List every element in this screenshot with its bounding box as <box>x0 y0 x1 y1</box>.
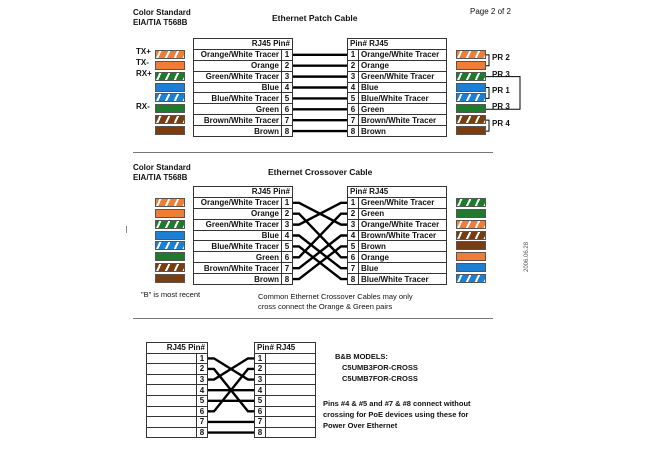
crossover-title: Ethernet Crossover Cable <box>268 167 373 177</box>
table-row: 8 <box>147 427 208 438</box>
table-row: 1 <box>147 353 208 364</box>
bracket-pr4 <box>486 120 489 131</box>
table-row: Blue/White Tracer 5 <box>194 241 293 252</box>
table-row: 1 <box>255 353 316 364</box>
table-row: Blue 4 <box>194 230 293 241</box>
poe-wires <box>208 358 254 432</box>
table-row: Brown/White Tracer 7 <box>194 263 293 274</box>
bracket-pr2 <box>486 55 489 66</box>
crossover-eia-label: EIA/TIA T568B <box>133 173 188 182</box>
table-row: 6 <box>147 406 208 417</box>
table-row: 4 Brown/White Tracer <box>348 230 447 241</box>
signal-rx-plus: RX+ <box>136 69 152 78</box>
table-row: Green 6 <box>194 252 293 263</box>
poe-left-header: RJ45 Pin# <box>147 343 208 354</box>
table-row: 7 Brown/White Tracer <box>348 115 447 126</box>
pair-label-pr3-top: PR 3 <box>492 70 510 79</box>
table-row: Orange/White Tracer 1 <box>194 49 293 60</box>
bracket-pr3 <box>486 77 520 110</box>
model-2: C5UMB7FOR-CROSS <box>342 374 418 383</box>
table-row: Brown/White Tracer 7 <box>194 115 293 126</box>
table-row: 2 <box>255 364 316 375</box>
table-row: 7 Blue <box>348 263 447 274</box>
bracket-pr1 <box>486 88 489 99</box>
table-row: 7 <box>255 417 316 428</box>
table-row: 8 <box>255 427 316 438</box>
crossover-wires <box>293 203 347 279</box>
table-row: 4 <box>255 385 316 396</box>
table-row: Orange 2 <box>194 60 293 71</box>
table-row: 1 Green/White Tracer <box>348 197 447 208</box>
pair-label-pr1: PR 1 <box>492 86 510 95</box>
signal-tx-minus: TX- <box>136 58 149 67</box>
table-row: 3 <box>255 374 316 385</box>
date-stamp: 2006.06.28 <box>524 241 530 272</box>
table-row: Orange 2 <box>194 208 293 219</box>
table-row: 3 Orange/White Tracer <box>348 219 447 230</box>
patch-wires <box>293 55 347 131</box>
table-row: 4 <box>147 385 208 396</box>
table-row: 6 Green <box>348 104 447 115</box>
table-row: 2 Green <box>348 208 447 219</box>
crossover-wires-wire-3 <box>293 203 347 225</box>
color-standard-label: Color Standard <box>133 8 191 17</box>
crossover-left-header: RJ45 Pin# <box>194 187 293 198</box>
table-row: 8 Blue/White Tracer <box>348 274 447 285</box>
table-row: Green/White Tracer 3 <box>194 219 293 230</box>
model-1: C5UMB3FOR-CROSS <box>342 363 418 372</box>
patch-right-header: Pin# RJ45 <box>348 39 447 50</box>
table-row: Blue 4 <box>194 82 293 93</box>
table-row: 5 <box>255 395 316 406</box>
eia-label: EIA/TIA T568B <box>133 18 188 27</box>
poe-note-line1: Pins #4 & #5 and #7 & #8 connect without <box>323 399 471 408</box>
poe-note-line3: Power Over Ethernet <box>323 421 398 430</box>
table-row: 2 <box>147 364 208 375</box>
signal-tx-plus: TX+ <box>136 47 151 56</box>
table-row: 5 <box>147 395 208 406</box>
table-row: 1 Orange/White Tracer <box>348 49 447 60</box>
table-row: Brown 8 <box>194 126 293 137</box>
table-row: 4 Blue <box>348 82 447 93</box>
table-row: Blue/White Tracer 5 <box>194 93 293 104</box>
pair-label-pr2: PR 2 <box>492 53 510 62</box>
table-row: 3 Green/White Tracer <box>348 71 447 82</box>
pair-label-pr4: PR 4 <box>492 119 510 128</box>
table-row: 3 <box>147 374 208 385</box>
table-row: Brown 8 <box>194 274 293 285</box>
table-row: 5 Blue/White Tracer <box>348 93 447 104</box>
patch-title: Ethernet Patch Cable <box>272 13 358 23</box>
note-b-most-recent: "B" is most recent <box>141 290 201 299</box>
crossover-caption-line2: cross connect the Orange & Green pairs <box>258 302 393 311</box>
table-row: Green 6 <box>194 104 293 115</box>
crossover-color-standard-label: Color Standard <box>133 163 191 172</box>
poe-note-line2: crossing for PoE devices using these for <box>323 410 469 419</box>
page-number: Page 2 of 2 <box>470 7 511 16</box>
signal-rx-minus: RX- <box>136 102 150 111</box>
table-row: 7 <box>147 417 208 428</box>
table-row: Orange/White Tracer 1 <box>194 197 293 208</box>
crossover-caption-line1: Common Ethernet Crossover Cables may only <box>258 292 413 301</box>
poe-right-header: Pin# RJ45 <box>255 343 316 354</box>
patch-left-header: RJ45 Pin# <box>194 39 293 50</box>
table-row: Green/White Tracer 3 <box>194 71 293 82</box>
table-row: 6 <box>255 406 316 417</box>
pair-label-pr3-bottom: PR 3 <box>492 102 510 111</box>
table-row: 6 Orange <box>348 252 447 263</box>
crossover-right-header: Pin# RJ45 <box>348 187 447 198</box>
table-row: 5 Brown <box>348 241 447 252</box>
table-row: 8 Brown <box>348 126 447 137</box>
models-title: B&B MODELS: <box>335 352 388 361</box>
table-row: 2 Orange <box>348 60 447 71</box>
